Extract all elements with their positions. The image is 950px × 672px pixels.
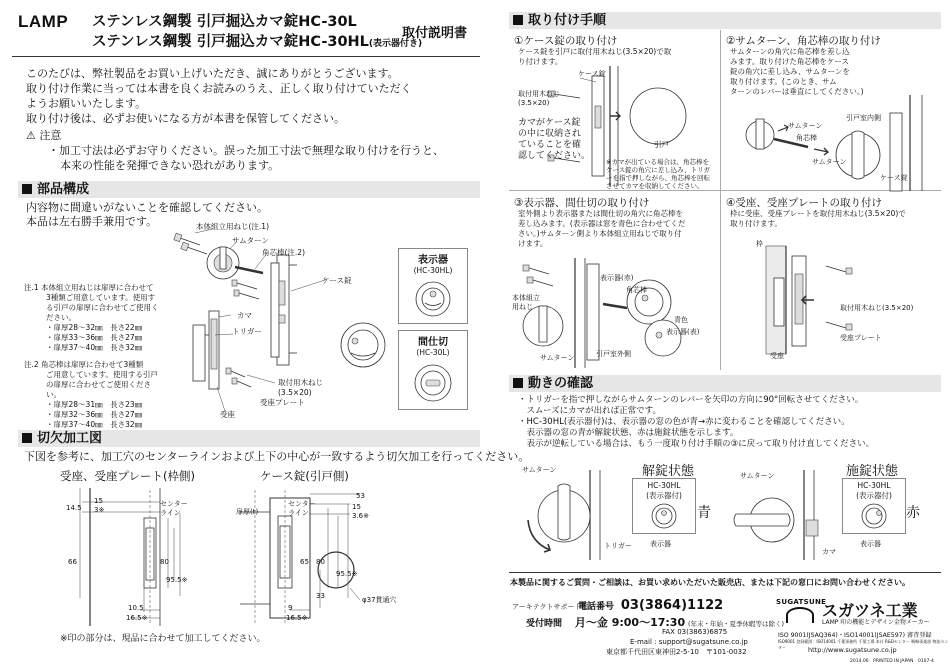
step4-text <box>730 209 906 229</box>
doc-type: 取付説明書 <box>402 26 468 41</box>
label-mount-screw <box>278 378 323 398</box>
locked-thumbturn-diagram <box>726 470 836 560</box>
center-line-label-left: センター ライン <box>160 500 188 517</box>
step2-line: みます。取り付けた角芯棒をケース <box>730 57 850 66</box>
unlocked-model-note: (表示器付) <box>646 491 682 500</box>
dim-left-16-5: 16.5※ <box>126 614 148 622</box>
note1-line: 注.1 本体組立用ねじは扉厚に合わせて <box>24 283 154 292</box>
check-line: ・HC-30HL(表示器付)は、表示器の窓の色が青→赤に変わることを確認してください。 <box>518 417 850 427</box>
dim-right-53: 53 <box>356 492 365 500</box>
label-trigger: トリガー <box>232 327 262 336</box>
note2-line: い。 <box>46 390 61 399</box>
company-name: スガツネ工業 <box>822 601 918 620</box>
step2-label-thumbturn-2: サムターン <box>812 158 847 166</box>
cutout-section-header <box>18 430 480 447</box>
step3-label-blue: 青色 <box>674 316 688 324</box>
step1-mount-screw-size: (3.5×20) <box>518 99 550 107</box>
unlocked-label-trigger: トリガー <box>604 542 632 550</box>
hole-label: φ37貫通穴 <box>362 596 397 604</box>
step4-label-mount-screw: 取付用木ねじ(3.5×20) <box>840 304 914 312</box>
caution-line: 本来の性能を発揮できない恐れがあります。 <box>60 159 280 172</box>
dim-right-3-6: 3.6※ <box>352 512 369 520</box>
cutout-right-title: ケース錠(引戸側) <box>260 469 349 483</box>
indicator-box-title: 表示器 <box>418 255 448 266</box>
note1-line: る引戸の扉厚に合わせてご使用く <box>46 303 159 312</box>
sugatsune-logo-icon <box>786 607 814 623</box>
locked-label-kama: カマ <box>822 548 836 556</box>
check-line: スムーズにカマが出れば正常です。 <box>518 406 661 416</box>
brand-logo: LAMP <box>18 12 69 31</box>
note1-row: ・扉厚37～40㎜ 長さ32㎜ <box>46 343 143 352</box>
dim-left-66: 66 <box>68 558 77 566</box>
intro-line: このたびは、弊社製品をお買い上げいただき、誠にありがとうございます。 <box>26 67 399 80</box>
title-line2-note: (表示器付き) <box>368 39 423 49</box>
step3-label-indicator: 表示器(赤) <box>600 274 634 282</box>
footer-fax: FAX 03(3863)6875 <box>662 628 728 636</box>
step3-text <box>518 209 685 249</box>
install-section-header <box>509 12 941 29</box>
center-line-label-right: センター ライン <box>288 500 316 517</box>
cutout-note: ※印の部分は、現品に合わせて加工してください。 <box>60 634 266 644</box>
install-header-text: 取り付け手順 <box>528 13 607 28</box>
dim-left-80: 80 <box>160 558 169 566</box>
dim-right-65: 65 <box>300 558 309 566</box>
footer-hours-row <box>526 614 784 630</box>
title-line1: ステンレス鋼製 引戸掘込カマ錠HC-30L <box>92 14 357 30</box>
footer-phone-label: 電話番号 <box>578 602 615 612</box>
title-line2-text: ステンレス鋼製 引戸掘込カマ錠HC-30HL <box>92 34 369 50</box>
partition-box-model: (HC-30L) <box>416 348 450 357</box>
note2-row: ・扉厚28～31㎜ 長さ23㎜ <box>46 400 143 409</box>
unlocked-indicator-icon <box>633 501 695 531</box>
label-mount-screw-text: 取付用木ねじ <box>278 378 323 387</box>
body-screw-icon <box>174 233 207 254</box>
step1-title: ①ケース錠の取り付け <box>514 35 618 47</box>
footer-iso: ISO 9001(JSAQ364)・ISO14001(JSAE597) 審査登録 <box>778 632 932 639</box>
note1 <box>24 283 159 353</box>
step3-line: けます。 <box>518 239 548 248</box>
unlocked-label-thumbturn: サムターン <box>522 466 557 474</box>
note1-row: ・扉厚33～36㎜ 長さ27㎜ <box>46 333 143 342</box>
step4-label-strike-plate: 受座プレート <box>840 334 882 342</box>
dim-left-10-5: 10.5 <box>128 604 144 612</box>
dim-left-14-5: 14.5 <box>66 504 82 512</box>
step4-label-frame: 枠 <box>756 240 763 248</box>
note2-row: ・扉厚37～40㎜ 長さ32㎜ <box>46 420 143 429</box>
cutout-instruction: 下図を参考に、加工穴のセンターラインおよび上下の中心が一致するよう切欠加工を行ってください。 <box>24 450 530 463</box>
caution-title: 注意 <box>39 129 62 142</box>
cutout-header-text: 切欠加工図 <box>37 431 103 446</box>
dim-right-33: 33 <box>316 592 325 600</box>
label-strike-plate: 受座プレート <box>260 398 305 407</box>
warning-icon: ⚠ <box>26 129 36 142</box>
label-core-rod: 角芯棒(注.2) <box>262 248 306 257</box>
check-line: 表示が逆転している場合は、もう一度取り付け手順の③に戻って取り付け直してください。 <box>518 439 875 449</box>
step1-note-line: させてカマを収納してください。 <box>606 182 704 190</box>
cutout-right-drawing <box>240 488 450 628</box>
footer-iso-small: ISO9001 登録範囲：ISO14001 千葉事務所 千葉工場 本社 R&Dセンター 戦略事業部 物流センター <box>778 639 949 650</box>
parts-line: 本品は左右勝手兼用です。 <box>26 215 158 228</box>
partition-rose-icon <box>399 359 467 407</box>
step1-small-note <box>606 158 710 190</box>
unlocked-color: 青 <box>697 505 711 521</box>
step2-label-core-rod: 角芯棒 <box>796 134 817 142</box>
step1-note-line: ケース錠の角穴に差し込み、トリガ <box>606 166 710 174</box>
note2-line: 注.2 角芯棒は扉厚に合わせて3種類 <box>24 360 144 369</box>
locked-indicator-box <box>842 478 906 534</box>
step1-note-line: ーを指で押しながら、角芯棒を回転 <box>606 174 710 182</box>
step3-label-thumbturn: サムターン <box>540 354 575 362</box>
intro-line: 取り付け作業に当っては本書を良くお読みのうえ、正しく取り付けていただく <box>26 82 412 95</box>
step2-label-case-lock: ケース錠 <box>880 174 908 182</box>
step1-mount-screw-text: 取付用木ねじ <box>518 90 560 98</box>
unlocked-label-indicator: 表示器 <box>650 540 671 548</box>
footer-hours-note: (年末・年始・夏季休暇等は除く) <box>687 620 785 628</box>
label-thumbturn: サムターン <box>232 236 269 245</box>
step1-kama-line: 認してください。 <box>518 151 591 161</box>
indicator-rose-icon <box>399 277 467 321</box>
footer-rule <box>509 572 941 573</box>
sugatsune-mark: SUGATSUNE <box>776 598 827 606</box>
door-thickness-label: 扉厚(t) <box>236 508 259 516</box>
step3-line: 差し込みます。(表示器は窓を青色に合わせてくだ <box>518 219 686 228</box>
step1-label-case-lock: ケース錠 <box>578 70 606 78</box>
dim-left-15: 15 <box>94 497 103 505</box>
step2-line: 取り付けます。(このとき、サム <box>730 77 837 86</box>
footer-url: http://www.sugatsune.co.jp <box>808 646 897 654</box>
step3-line: さい。)サムターン側より本体組立用ねじで取り付 <box>518 229 682 238</box>
step1-kama-line: の中に収納され <box>518 129 582 139</box>
locked-color: 赤 <box>906 505 920 521</box>
intro-text <box>26 66 412 126</box>
locked-indicator-icon <box>843 501 905 531</box>
step1-label-mount-screw <box>518 90 560 108</box>
locked-label-indicator: 表示器 <box>860 540 881 548</box>
unlocked-model: HC-30HL <box>647 481 681 490</box>
footer-support-label: アーキテクトサポート室 <box>512 603 589 611</box>
step2-line: サムターンの角穴に角芯棒を差し込 <box>730 47 850 56</box>
check-text <box>518 395 874 450</box>
partition-box <box>398 330 468 410</box>
step3-line: 室外側より表示器または間仕切の角穴に角芯棒を <box>518 209 683 218</box>
step4-title: ④受座、受座プレートの取り付け <box>726 197 882 209</box>
intro-line: 取り付け後は、必ずお使いになる方が本書を保管してください。 <box>26 112 345 125</box>
locked-model-note: (表示器付) <box>856 491 892 500</box>
step3-label-indicator-blue: 表示器(表) <box>666 328 700 336</box>
step-divider-v <box>720 30 721 370</box>
label-case-lock: ケース錠 <box>322 276 352 285</box>
dim-left-95: 95.5※ <box>166 576 188 584</box>
dim-right-15: 15 <box>352 503 361 511</box>
footer-phone: 03(3864)1122 <box>620 598 724 613</box>
unlocked-title: 解錠状態 <box>642 464 695 479</box>
dim-left-3: 3※ <box>94 506 105 514</box>
step3-body-screw-2: 用ねじ <box>512 303 533 311</box>
note2-row: ・扉厚32～36㎜ 長さ27㎜ <box>46 410 143 419</box>
step3-body-screw-1: 本体組立 <box>512 294 540 302</box>
footer-inquiry: 本製品に関するご質問・ご相談は、お買い求めいただいた販売店、または下記の窓口にお問い合わせください。 <box>510 578 910 587</box>
locked-title: 施錠状態 <box>846 464 899 479</box>
footer-print-info: 2014.06 PRINTED IN JAPAN 0107-4 <box>850 659 934 664</box>
partition-box-title: 間仕切 <box>418 337 448 348</box>
intro-line: ようお願いいたします。 <box>26 97 147 110</box>
unlocked-indicator-box <box>632 478 696 534</box>
note2-line: の扉厚に合わせてご使用くださ <box>46 380 151 389</box>
footer-hours: 月～金 9:00～17:30 <box>574 616 686 629</box>
title-rule <box>12 56 480 57</box>
step2-label-door-inside: 引戸室内側 <box>846 114 881 122</box>
dim-right-9: 9 <box>288 604 293 612</box>
bullet-square-icon <box>22 184 32 194</box>
dim-right-16-5: 16.5※ <box>286 614 308 622</box>
parts-line: 内容物に間違いがないことを確認してください。 <box>26 201 268 214</box>
dim-right-95: 95.5※ <box>336 570 358 578</box>
step1-kama-line: カマがケース錠 <box>518 118 581 128</box>
step1-line: ケース錠を引戸に取付用木ねじ(3.5×20)で取 <box>518 47 672 56</box>
label-kama: カマ <box>237 311 252 320</box>
step2-line: ターンのレバーは垂直にしてください。) <box>730 87 864 96</box>
step1-kama-line: ていることを確 <box>518 140 582 150</box>
step2-text <box>730 47 864 97</box>
note1-line: 3種類ご用意しています。使用す <box>46 293 156 302</box>
check-header-text: 動きの確認 <box>528 376 594 391</box>
step3-label-core-rod: 角芯棒 <box>626 286 647 294</box>
step2-line: 錠の角穴に差し込み、サムターンを <box>730 67 850 76</box>
step4-line: 枠に受座、受座プレートを取付用木ねじ(3.5×20)で <box>730 209 906 218</box>
step2-label-thumbturn: サムターン <box>788 122 823 130</box>
step1-note-line: ※カマが出ている場合は、角芯棒を <box>606 158 709 166</box>
note1-line: ださい。 <box>46 313 76 322</box>
cutout-left-title: 受座、受座プレート(枠側) <box>60 469 196 483</box>
locked-label-thumbturn: サムターン <box>740 472 775 480</box>
caution-line: ・加工寸法は必ずお守りください。誤った加工寸法で無理な取り付けを行うと、 <box>48 144 444 157</box>
check-section-header <box>509 375 941 392</box>
bullet-square-icon <box>513 15 523 25</box>
step3-label-door-outside: 引戸室外側 <box>596 350 631 358</box>
label-strike: 受座 <box>220 410 235 419</box>
footer-hours-label: 受付時間 <box>526 619 563 629</box>
indicator-box-model: (HC-30HL) <box>413 266 453 275</box>
step3-label-body-screw <box>512 294 540 312</box>
locked-model: HC-30HL <box>857 481 891 490</box>
note2 <box>24 360 158 430</box>
caution-title-row <box>26 128 444 143</box>
dim-right-80: 80 <box>316 558 325 566</box>
step1-label-door: 引戸 <box>654 140 669 149</box>
parts-header-text: 部品構成 <box>37 182 90 197</box>
title-line2 <box>92 30 422 51</box>
step3-title: ③表示器、間仕切の取り付け <box>514 197 650 209</box>
bullet-square-icon <box>513 378 523 388</box>
note2-line: ご用意しています。使用する引戸 <box>46 370 158 379</box>
parts-section-header <box>18 181 480 198</box>
company-sub: LAMP 印の機能とデザイン金物メーカー <box>822 619 930 626</box>
step1-kama-note <box>518 118 590 162</box>
footer-email: E-mail : support@sugatsune.co.jp <box>630 638 748 646</box>
caution-block <box>26 128 444 173</box>
label-body-screw: 本体組立用ねじ(注.1) <box>196 222 270 231</box>
note1-row: ・扉厚28～32㎜ 長さ22㎜ <box>46 323 143 332</box>
step4-label-strike: 受座 <box>770 352 784 360</box>
check-line: 表示器の窓の青が解錠状態、赤は施錠状態を示します。 <box>518 428 739 438</box>
label-mount-screw-size: (3.5×20) <box>278 388 312 397</box>
footer-address: 東京都千代田区東神田2-5-10 〒101-0032 <box>606 648 747 656</box>
step1-line: り付けます。 <box>518 57 563 66</box>
step4-line: 取り付けます。 <box>730 219 782 228</box>
indicator-box <box>398 248 468 324</box>
check-line: ・トリガーを指で押しながらサムターンのレバーを矢印の方向に90°回転させてください。 <box>518 395 864 405</box>
footer-phone-row <box>578 598 723 613</box>
bullet-square-icon <box>22 433 32 443</box>
step1-text <box>518 47 671 67</box>
step2-title: ②サムターン、角芯棒の取り付け <box>726 35 881 47</box>
